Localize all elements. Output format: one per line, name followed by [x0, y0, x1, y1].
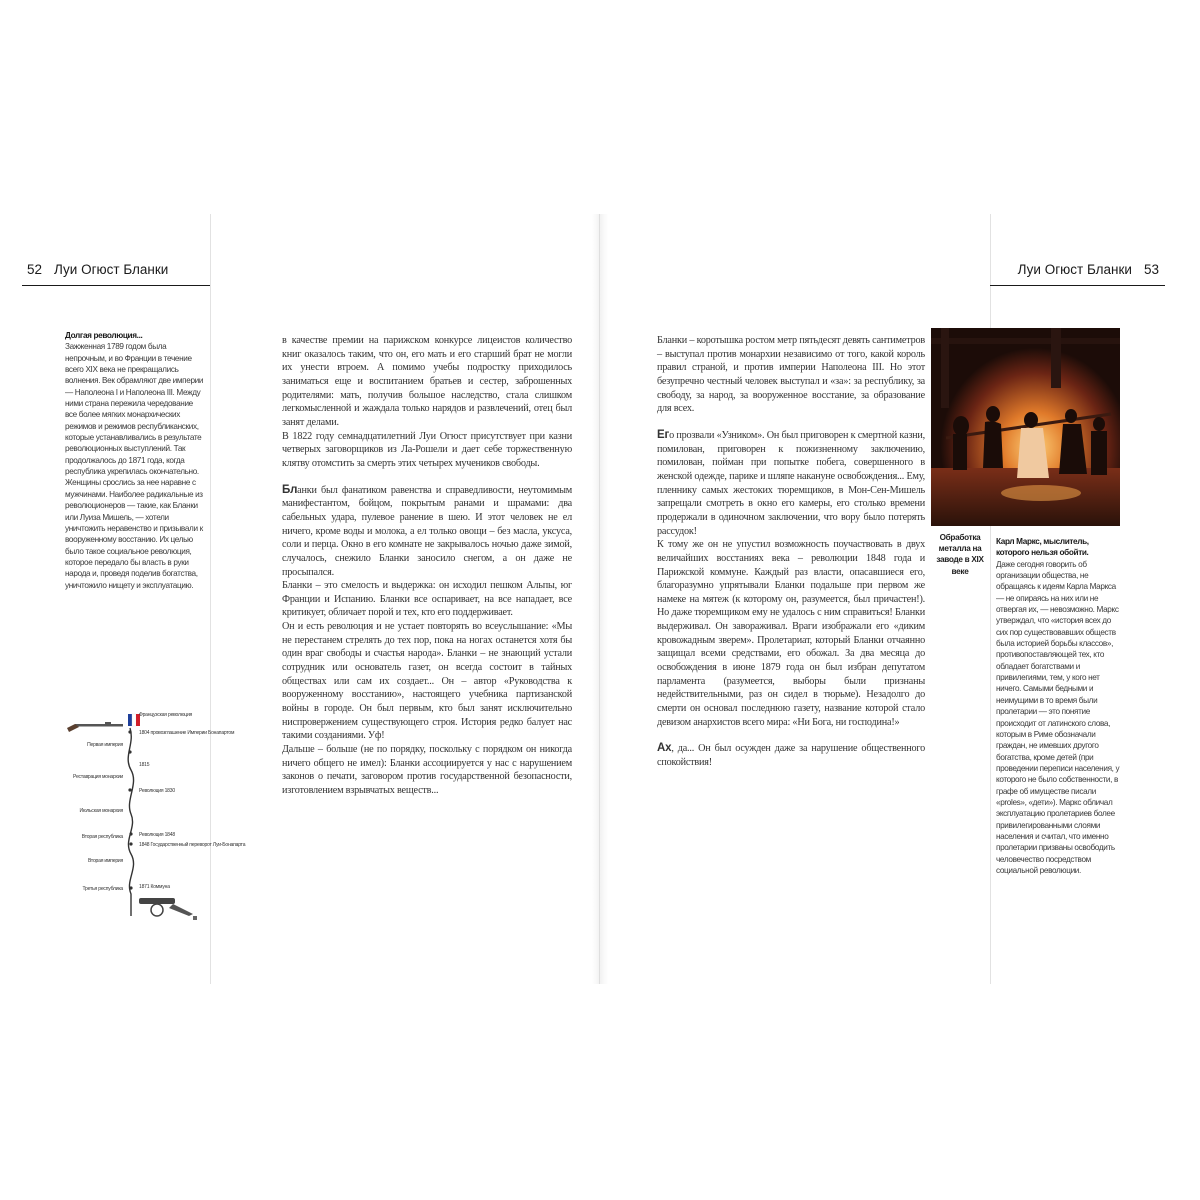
paragraph: Бланки – это смелость и выдержка: он исходил пешком Альпы, юг Франции и Испанию. Бланки все оспаривает, на все нападает, все критикует, обличает порой и тех, кто его поддерживает. [282, 580, 572, 619]
page-number-right: 53 [1143, 262, 1159, 277]
paragraph: Дальше – больше (не по порядку, поскольку с порядком он никогда ничего общего не имел): Бланки ассоциируется у нас с нарушением законов о печати, заговором против государственной безопасности, изготовлением взрывчатых веществ... [282, 744, 572, 796]
timeline-entry: Французская революция [139, 712, 193, 718]
paragraph: К тому же он не упустил возможность поучаствовать в двух величайших восстаниях века – революции 1848 года и Парижской коммуне. Каждый раз власти, опасавшиеся его, благоразумно упрятывали Бланки подальше при первом же намеке на мятеж (к которому он, разумеется, был причастен!). Но даже тюремщиком ему не удалось с ним справиться! Бланки выдерживал. Он завораживал. Враги изображали его «диким кровожадным зверем». Пролетариат, который Бланки отчаянно защищал всеми средствами, его обожал. За два месяца до освобождения в июне 1879 года он был избран депутатом парламента (разумеется, выборы были признаны недействительными, раз он сидел в тюрьме). Незадолго до смерти он основал последнюю газету, название которой стало девизом анархистов всего мира: «Ни Бога, ни господина!» [657, 539, 925, 728]
metalworking-painting [931, 328, 1120, 526]
timeline-entry: 1871 Коммуна [139, 884, 170, 890]
timeline-entry: 1848 Государственный переворот Луи-Бонапарта [139, 842, 246, 848]
timeline-entry: Революция 1830 [139, 788, 175, 794]
timeline-period: Вторая империя [87, 858, 123, 864]
timeline-period: Июльская монархия [79, 808, 123, 814]
right-main-column [657, 334, 925, 770]
running-head-left [27, 262, 168, 277]
sidebar-title: Карл Маркс, мыслитель, которого нельзя обойти. [996, 537, 1089, 558]
running-head-right-title: Луи Огюст Бланки [1017, 262, 1132, 277]
paragraph: В 1822 году семнадцатилетний Луи Огюст присутствует при казни четверых заговорщиков из Ла-Рошели и дает себе торжественную клятву отомстить за смерть этих четырех мучеников свободы. [282, 430, 572, 469]
timeline-graphic [65, 704, 215, 936]
left-main-column [282, 334, 572, 798]
lead-letters: Бл [282, 483, 298, 496]
timeline-period: Первая империя [87, 742, 123, 748]
paragraph: Он и есть революция и не устает повторять во всеуслышание: «Мы не перестанем стрелять до тех пор, пока на ногах останется хотя бы один враг свободы и счастья народа». Бланки – не знающий устали сотрудник или основатель газет, он всегда состоит в тайных обществах или сам их создает... Он – автор «Руководства к вооруженному восстанию», настоящего учебника партизанской войны в городе. Он был первым, кто был занят исключительно ниспровержением существующего строя. История редко балует нас такими созданиями. Уф! [282, 621, 572, 742]
paragraph: Бланки – коротышка ростом метр пятьдесят девять сантиметров – выступал против монархии независимо от того, какой король правил страной, и против империи Наполеона III. Но этот безупречно честный человек выступал и «за»: за республику, за свободу, за народ, за вооруженное восстание, за образование для всех. [657, 335, 925, 415]
history-timeline [65, 704, 246, 936]
paragraph: Бланки был фанатиком равенства и справедливости, неутомимым манифестантом, бойцом, покрытым ранами и шрамами: два сабельных удара, пулевое ранение в шею. И этот человек не ел ничего, кроме воды и молока, а ел только овощи – без масла, уксуса, соли и перца. Окно в его комнате не закрывалось ночью даже зимой, случалось, снежило Бланки заносило снегом, а он даже не просыпался. [282, 483, 572, 578]
paragraph: в качестве премии на парижском конкурсе лицеистов количество книг оказалось таким, что он, его мать и его старший брат не могли их унести втроем. А помимо учебы подростку приходилось заниматься еще и воспитанием братьев и сестер, заброшенных родителями: мать, получив большое наследство, стала слишком легкомысленной и жаждала только нарядов и развлечений, отец был занят делами. [282, 335, 572, 428]
cannon-icon [139, 898, 197, 920]
timeline-period: Реставрация монархии [73, 774, 123, 780]
timeline-entry: 1804 провозглашение Империи Бонапартом [139, 730, 235, 736]
sidebar-body: Зажженная 1789 годом была непрочным, и во Франции в течение всего XIX века не прекращались волнения. Век обрамляют две империи — Наполеона I и Наполеона III. Между ними страна пережила чередование все более мягких монархических режимов и режимов республиканских, которые устанавливались в результате революционных выступлений. Так продолжалось до 1871 года, когда республика укрепилась окончательно. Женщины срослись за нее наравне с мужчинами. Наиболее радикальные из революционеров — такие, как Бланки или Луиза Мишель, — хотели уничтожить неравенство и призывали к вооруженному восстанию. Их целью было такое социальное революция, которое передало бы власть в руки народа и, проведя поделив богатства, уничтожило нищету и эксплуатацию. [65, 342, 204, 590]
timeline-entry: 1815 [139, 762, 150, 768]
running-head-right [1018, 262, 1159, 277]
timeline-entry: Революция 1848 [139, 832, 175, 838]
running-head-left-title: Луи Огюст Бланки [54, 262, 169, 277]
timeline-period: Третья республика [82, 886, 123, 892]
paragraph: Его прозвали «Узником». Он был приговорен к смертной казни, помилован, приговорен к пожизненному заключению, помилован, пойман при попытке побега, совершенного в женской одежде, парике и шляпе накануне освобождения... Ему, пленнику самых жестоких тюремщиков, в Мон-Сен-Мишель запрещали смотреть в окно его камеры, его столько времени продержали в одиночном заключении, что вору было потерять рассудок! [657, 428, 925, 537]
paragraph: Ах, да... Он был осужден даже за нарушение общественного спокойствия! [657, 742, 925, 769]
head-rule-right [990, 285, 1165, 286]
photo-caption: Обработка металла на заводе в XIX веке [936, 533, 984, 576]
sidebar-body: Даже сегодня говорить об организации общества, не обращаясь к идеям Карла Маркса — не опираясь на них или не отвергая их, — невозможно. Маркс утверждал, что «история всех до сих пор существовавших обществ была историей борьбы классов», противопоставляющей тех, кто обладает богатствами и привилегиями, тем, у кого нет ничего. Самыми бедными и неимущими в то время были пролетарии — это понятие происходит от латинского слова, которым в Риме обозначали граждан, не имевших другого богатства, кроме детей (при проведении переписи населения, у которого не было собственности, в графе об имуществе писали «proles», «дети»). Маркс обличал эксплуатацию пролетариев более привилегированными слоями населения и считал, что именно пролетарии призваны освободить человечество посредством социальной революции. [996, 559, 1120, 875]
sidebar-karl-marx [996, 536, 1122, 876]
sidebar-title: Долгая революция... [65, 331, 143, 340]
sidebar-long-revolution [65, 330, 206, 591]
musket-icon [67, 722, 123, 732]
gutter [592, 214, 608, 984]
lead-letters: Ах [657, 742, 672, 755]
head-rule-left [22, 285, 210, 286]
page-number-left: 52 [27, 262, 43, 277]
lead-letters: Ег [657, 428, 670, 441]
timeline-period: Вторая республика [81, 834, 123, 840]
